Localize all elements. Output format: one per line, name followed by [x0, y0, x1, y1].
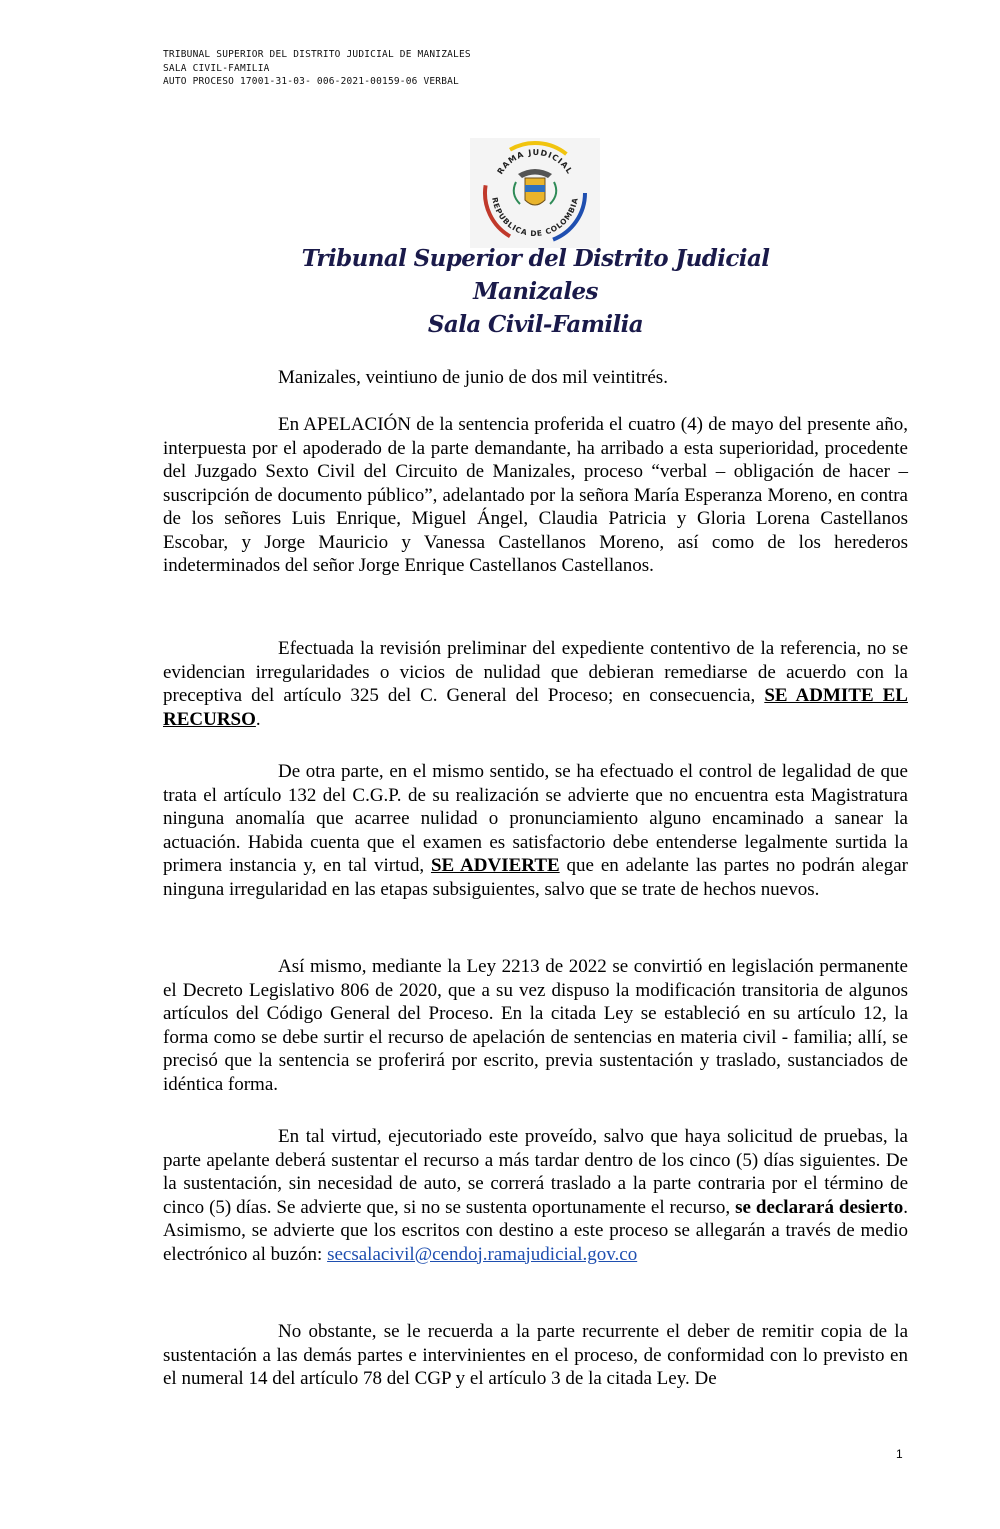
- desierto-emphasis: se declarará desierto: [735, 1196, 904, 1218]
- paragraph-text: Efectuada la revisión preliminar del expediente contentivo de la referencia, no se evidencian irregularidades o vicios de nulidad que debieran remediarse de acuerdo con la preceptiva del artículo 325 del C. General del Proceso; en consecuencia,: [163, 638, 908, 706]
- email-link[interactable]: secsalacivil@cendoj.ramajudicial.gov.co: [327, 1243, 638, 1265]
- paragraph-text: .: [255, 708, 261, 730]
- seal-ring-bottom-text: REPUBLICA DE COLOMBIA: [490, 196, 580, 239]
- paragraph-text: En tal virtud, ejecutoriado este proveído, salvo que haya solicitud de pruebas, la parte apelante deberá sustentar el recurso a más tardar dentro de los cinco (5) días siguientes. De la sustentación, sin necesidad de auto, se correrá traslado a la parte contraria por el término de cinco (5) días. Se advierte que, si no se sustenta oportunamente el recurso,: [163, 1126, 908, 1218]
- paragraph-legality-control: [163, 760, 908, 901]
- page-number: 1: [896, 1447, 903, 1461]
- seal-ring-top-text: RAMA JUDICIAL: [495, 147, 575, 176]
- running-header: [163, 48, 471, 89]
- paragraph-appeal: En APELACIÓN de la sentencia proferida el cuatro (4) de mayo del presente año, interpuesta por el apoderado de la parte demandante, ha arribado a esta superioridad, procedente del Juzgado Sexto Civil del Circuito de Manizales, proceso “verbal – obligación de hacer – suscripción de documento público”, adelantado por la señora María Esperanza Moreno, en contra de los señores Luis Enrique, Miguel Ángel, Claudia Patricia y Gloria Lorena Castellanos Escobar, y Jorge Mauricio y Vanessa Castellanos Moreno, así como de los herederos indeterminados del señor Jorge Enrique Castellanos Castellanos.: [163, 414, 908, 576]
- title-line-3: Sala Civil-Familia: [427, 311, 644, 338]
- header-chamber: SALA CIVIL-FAMILIA: [163, 62, 270, 74]
- paragraph-law-2213: Así mismo, mediante la Ley 2213 de 2022 se convirtió en legislación permanente el Decreto Legislativo 806 de 2020, que a su vez dispuso la modificación transitoria de algunos artículos del Código General del Proceso. En la citada Ley se estableció en su artículo 12, la forma como se debe surtir el recurso de apelación de sentencias en materia civil - familia; allí, se precisó que la sentencia se proferirá por escrito, previa sustentación y traslado, sustanciados de idéntica forma.: [163, 956, 908, 1095]
- paragraph-text: De otra parte, en el mismo sentido, se ha efectuado el control de legalidad de que trata el artículo 132 del C.G.P. de su realización se advierte que no encuentra esta Magistratura ninguna anomalía que acarree nulidad o pronunciamiento alguno encaminado a sanear la actuación. Habida cuenta que el examen es satisfactorio debe entenderse legalmente surtida la primera instancia y, en tal virtud,: [163, 761, 908, 876]
- paragraph-admission: [163, 637, 908, 731]
- date-line: Manizales, veintiuno de junio de dos mil veintitrés.: [278, 367, 668, 388]
- paragraph-text: . Asimismo, se advierte que los escritos con destino a este proceso se allegarán a través de medio electrónico al buzón:: [163, 1196, 908, 1265]
- paragraph-sustentation: [163, 1125, 908, 1266]
- paragraph-text: que en adelante las partes no podrán alegar ninguna irregularidad en las etapas subsiguientes, salvo que se trate de hechos nuevos.: [163, 855, 908, 900]
- title-line-1: Tribunal Superior del Distrito Judicial: [301, 245, 770, 272]
- rama-judicial-seal-icon: [470, 138, 600, 248]
- title-line-2: Manizales: [473, 278, 598, 305]
- paragraph-copy-duty: No obstante, se le recuerda a la parte recurrente el deber de remitir copia de la sustentación a las demás partes e intervinientes en el proceso, de conformidad con lo previsto en el numeral 14 del artículo 78 del CGP y el artículo 3 de la citada Ley. De: [163, 1321, 908, 1389]
- warning-emphasis: SE ADVIERTE: [430, 855, 560, 876]
- header-court: TRIBUNAL SUPERIOR DEL DISTRITO JUDICIAL DE MANIZALES: [163, 49, 471, 60]
- admission-emphasis: SE ADMITE EL RECURSO: [163, 685, 908, 730]
- header-case: AUTO PROCESO 17001-31-03- 006-2021-00159-06 VERBAL: [163, 76, 459, 87]
